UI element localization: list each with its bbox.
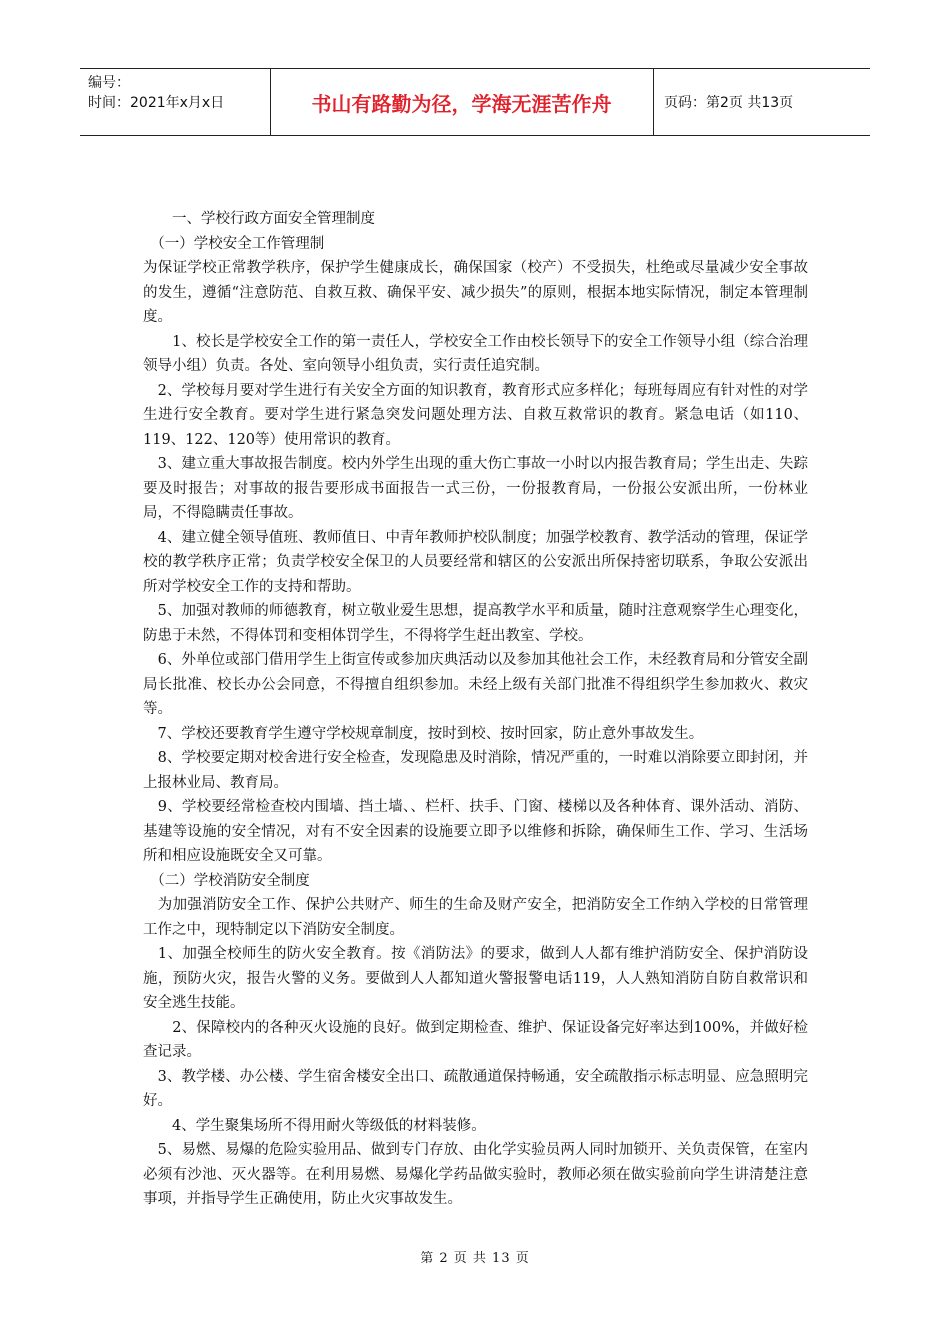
header-divider <box>653 69 654 135</box>
document-time-label: 时间：2021年x月x日 <box>88 95 225 111</box>
body-paragraph: 为保证学校正常教学秩序，保护学生健康成长，确保国家（校产）不受损失，杜绝或尽量减少安全事故的发生，遵循“注意防范、自救互救、确保平安、减少损失”的原则，根据本地实际情况，制定本管理制度。 <box>143 260 808 325</box>
header-motto: 书山有路勤为径，学海无涯苦作舟 <box>311 92 612 116</box>
body-paragraph: 3、教学楼、办公楼、学生宿舍楼安全出口、疏散通道保持畅通，安全疏散指示标志明显、应急照明完好。 <box>143 1068 808 1109</box>
subsection-heading: （一）学校安全工作管理制 <box>143 235 325 252</box>
subsection-heading: （二）学校消防安全制度 <box>143 872 310 889</box>
body-paragraph: 1、校长是学校安全工作的第一责任人，学校安全工作由校长领导下的安全工作领导小组（综合治理领导小组）负责。各处、室向领导小组负责，实行责任追究制。 <box>143 333 808 374</box>
body-paragraph: 6、外单位或部门借用学生上街宣传或参加庆典活动以及参加其他社会工作，未经教育局和分管安全副局长批准、校长办公会同意，不得擅自组织参加。未经上级有关部门批准不得组织学生参加救火、救灾等。 <box>143 652 808 717</box>
document-header <box>80 68 870 136</box>
body-paragraph: 2、学校每月要对学生进行有关安全方面的知识教育，教育形式应多样化；每班每周应有针对性的对学生进行安全教育。要对学生进行紧急突发问题处理方法、自救互救常识的教育。紧急电话（如110、119、122、120等）使用常识的教育。 <box>143 382 808 448</box>
section-heading: 一、学校行政方面安全管理制度 <box>143 211 375 227</box>
body-paragraph: 9、学校要经常检查校内围墙、挡土墙、、栏杆、扶手、门窗、楼梯以及各种体育、课外活动、消防、基建等设施的安全情况，对有不安全因素的设施要立即予以维修和拆除，确保师生工作、学习、生活场所和相应设施既安全又可靠。 <box>143 799 808 864</box>
page-footer: 第 2 页 共 13 页 <box>420 1251 530 1266</box>
body-paragraph: 5、加强对教师的师德教育，树立敬业爱生思想，提高教学水平和质量，随时注意观察学生心理变化，防患于未然，不得体罚和变相体罚学生，不得将学生赶出教室、学校。 <box>143 603 808 644</box>
body-paragraph: 4、学生聚集场所不得用耐火等级低的材料装修。 <box>143 1117 486 1134</box>
document-body <box>143 207 808 1212</box>
body-paragraph: 4、建立健全领导值班、教师值日、中青年教师护校队制度；加强学校教育、教学活动的管理，保证学校的教学秩序正常；负责学校安全保卫的人员要经常和辖区的公安派出所保持密切联系，争取公安派出所对学校安全工作的支持和帮助。 <box>143 529 808 595</box>
header-meta <box>88 73 224 113</box>
header-page-info: 页码：第2页 共13页 <box>664 95 794 111</box>
body-paragraph: 3、建立重大事故报告制度。校内外学生出现的重大伤亡事故一小时以内报告教育局；学生出走、失踪要及时报告；对事故的报告要形成书面报告一式三份，一份报教育局，一份报公安派出所，一份林业局，不得隐瞒责任事故。 <box>143 456 808 521</box>
document-number-label: 编号： <box>88 75 130 91</box>
body-paragraph: 2、保障校内的各种灭火设施的良好。做到定期检查、维护、保证设备完好率达到100%，并做好检查记录。 <box>143 1019 808 1060</box>
body-paragraph: 7、学校还要教育学生遵守学校规章制度，按时到校、按时回家，防止意外事故发生。 <box>143 725 704 742</box>
body-paragraph: 8、学校要定期对校舍进行安全检查，发现隐患及时消除，情况严重的，一时难以消除要立即封闭，并上报林业局、教育局。 <box>143 750 808 791</box>
body-paragraph: 1、加强全校师生的防火安全教育。按《消防法》的要求，做到人人都有维护消防安全、保护消防设施，预防火灾，报告火警的义务。要做到人人都知道火警报警电话119，人人熟知消防自防自救常识和安全逃生技能。 <box>143 946 808 1011</box>
body-paragraph: 5、易燃、易爆的危险实验用品、做到专门存放、由化学实验员两人同时加锁开、关负责保管，在室内必须有沙池、灭火器等。在利用易燃、易爆化学药品做实验时，教师必须在做实验前向学生讲清楚注意事项，并指导学生正确使用，防止火灾事故发生。 <box>143 1142 808 1207</box>
body-paragraph: 为加强消防安全工作、保护公共财产、师生的生命及财产安全，把消防安全工作纳入学校的日常管理工作之中，现特制定以下消防安全制度。 <box>143 897 808 938</box>
